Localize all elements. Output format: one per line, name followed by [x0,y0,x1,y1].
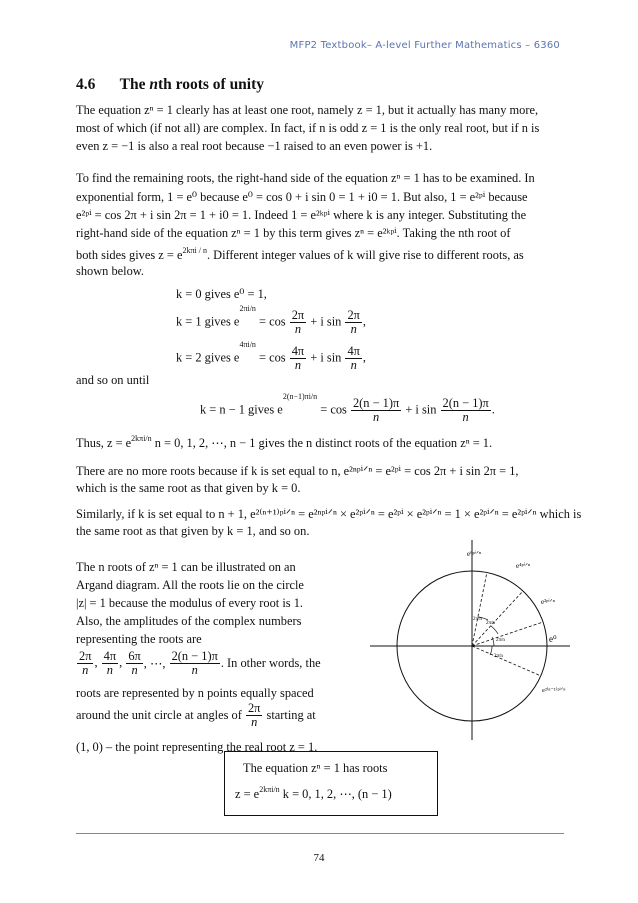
case-kn-mid: = cos [317,402,350,417]
p1-line2: most of which (if not all) are complex. In fact, if n is odd z = 1 is the only real root, but if n is [76,121,540,135]
p2-line4: right-hand side of the equation zⁿ = 1 by this term gives zⁿ = e²ᵏᵖⁱ. Taking the nth root of [76,226,511,240]
summary-line2 [235,785,392,802]
p4-line8-den: n [251,715,258,729]
running-header: MFP2 Textbook– A-level Further Mathematics – 6360 [289,40,560,51]
case-k1-plus: + i sin [307,314,345,329]
page-number: 74 [313,852,325,864]
summary-post: k = 0, 1, 2, ⋯, (n − 1) [279,787,392,801]
label-e0: e⁰ [549,634,557,644]
p4-line8-num: 2π [247,701,261,715]
and-so-on: and so on until [76,373,150,387]
similarly-line: Similarly, if k is set equal to n + 1, e²⁽ⁿ⁺¹⁾ᵖⁱᐟⁿ = e²ⁿᵖⁱᐟⁿ × e²ᵖⁱᐟⁿ = e²ᵖⁱ × e²ᵖⁱᐟⁿ = 1 × e²ᵖⁱᐟⁿ = e²ᵖⁱᐟⁿ which is [76,507,582,521]
case-kn [200,392,495,430]
label-e4: e⁴ᵖⁱᐟⁿ [516,562,531,570]
label-e2: e²ᵖⁱᐟⁿ [541,598,555,606]
case-k2-pre: k = 2 gives e [176,350,240,365]
p4-line8-pre: around the unit circle at angles of [76,708,242,722]
case-k2-mid: = cos [255,350,289,365]
amp-a-den: n [82,663,89,677]
case-k1-den-a: n [294,321,302,336]
p2-line6: shown below. [76,264,145,278]
p4-line1: The n roots of zⁿ = 1 can be illustrated on an [76,560,296,574]
case-k2-den-a: n [294,357,302,372]
angle-label-2: 2π/n [486,621,495,626]
summary-pre: z = e [235,787,260,801]
angle-arc-4 [490,646,492,655]
p4-line9: (1, 0) – the point representing the real root z = 1. [76,740,318,754]
amplitudes-line: $\frac{2\pi}{n}$ , $\frac{4\pi}{n}$ , $\frac{6\pi}{n}$ , ⋯, $\frac{2(n - 1)\pi}{n}$ . In other words, the [79,649,321,677]
case-k0: k = 0 gives e⁰ = 1, [176,287,267,301]
case-k1-den-b: n [350,321,357,336]
amp-c-den: n [131,663,138,677]
amp-b-num: 4π [103,649,117,663]
angle-label-3: 2π/n [473,617,482,622]
thus-pre: Thus, z = e [76,436,132,450]
p2-line5-exp: 2kπi / n [182,246,207,255]
argand-diagram [370,540,570,740]
case-kn-den-a: n [372,409,380,424]
case-k2-end: , [362,350,367,365]
case-kn-pre: k = n − 1 gives e [200,402,283,417]
amp-d-num: 2(n − 1)π [171,649,218,663]
p4-line8 [76,702,316,736]
p2-line5-pre: both sides gives z = e [76,248,183,262]
angle-label-1: 2π/n [496,638,505,643]
radius-en [472,646,541,676]
case-k2 [176,340,366,376]
section-title-pre: The [119,76,150,93]
p2-line5 [76,246,524,263]
p1-line3: even z = −1 is also a real root because −1 raised to an even power is +1. [76,139,433,153]
case-k2-exp: 4πi/n [239,340,256,349]
case-kn-exp: 2(n−1)πi/n [282,392,318,401]
p4-line4: Also, the amplitudes of the complex numbers [76,614,302,628]
angle-arc-1 [492,637,494,646]
thus-post: n = 0, 1, 2, ⋯, n − 1 gives the n distinct roots of the equation zⁿ = 1. [151,436,493,450]
thus-exp: 2kπi/n [131,434,152,443]
angle-arc-2 [491,626,498,634]
case-k1 [176,304,366,340]
case-k1-num-a: 2π [291,307,305,322]
section-title-post: th roots of unity [157,76,265,93]
case-kn-num-a: 2(n − 1)π [352,395,400,410]
p4-line8-post: starting at [266,708,316,722]
p2-line5-post: . Different integer values of k will give rise to different roots, as [206,248,524,262]
case-k2-plus: + i sin [307,350,345,365]
p4-line2: Argand diagram. All the roots lie on the circle [76,578,304,592]
case-kn-end: . [491,402,495,417]
section-heading [76,76,264,94]
amp-c-num: 6π [128,649,141,663]
amp-dots: , ⋯, [143,656,166,671]
same-as-k1: the same root as that given by k = 1, and so on. [76,524,310,538]
section-title-var: n [149,76,158,93]
p4-line7: roots are represented by n points equally spaced [76,686,314,700]
footer-rule [76,833,564,834]
summary-box [224,751,438,816]
p1-line1: The equation zⁿ = 1 clearly has at least one root, namely z = 1, but it actually has many more, [76,103,539,117]
case-kn-den-b: n [462,409,469,424]
p4-line5: representing the roots are [76,632,202,646]
amp-d-den: n [191,663,198,677]
label-e6: e⁶ᵖⁱᐟⁿ [467,550,482,558]
case-k2-num-b: 4π [347,343,360,358]
case-kn-plus: + i sin [402,402,440,417]
p2-line2: exponential form, 1 = e⁰ because e⁰ = cos 0 + i sin 0 = 1 + i0 = 1. But also, 1 = e²ᵖⁱ because [76,190,528,204]
angle-label-4: 2π/n [494,654,503,659]
case-k2-den-b: n [350,357,357,372]
section-number: 4.6 [76,76,96,93]
amp-b-den: n [106,663,113,677]
no-more-roots: There are no more roots because if k is set equal to n, e²ⁿᵖⁱᐟⁿ = e²ᵖⁱ = cos 2π + i sin 2π = 1, [76,464,519,478]
same-as-k0: which is the same root as that given by k = 0. [76,481,301,495]
case-k1-num-b: 2π [347,307,360,322]
radius-e6 [472,572,487,646]
p4-line3: |z| = 1 because the modulus of every root is 1. [76,596,304,610]
label-en: e²⁽ⁿ⁻¹⁾ᵖⁱᐟⁿ [542,687,566,694]
thus-line [76,434,492,451]
case-k1-pre: k = 1 gives e [176,314,240,329]
amp-a-num: 2π [79,649,92,663]
p2-line3: e²ᵖⁱ = cos 2π + i sin 2π = 1 + i0 = 1. Indeed 1 = e²ᵏᵖⁱ where k is any integer. Substituting the [76,208,527,222]
case-k1-mid: = cos [255,314,289,329]
amp-post: . In other words, the [220,656,321,670]
p2-line1: To find the remaining roots, the right-hand side of the equation zⁿ = 1 has to be examined. In [76,171,535,185]
case-k2-num-a: 4π [291,343,305,358]
summary-line1: The equation zⁿ = 1 has roots [243,761,388,775]
summary-exp: 2kπi/n [259,785,280,794]
case-kn-num-b: 2(n − 1)π [442,395,489,410]
case-k1-end: , [362,314,367,329]
case-k1-exp: 2πi/n [239,304,256,313]
